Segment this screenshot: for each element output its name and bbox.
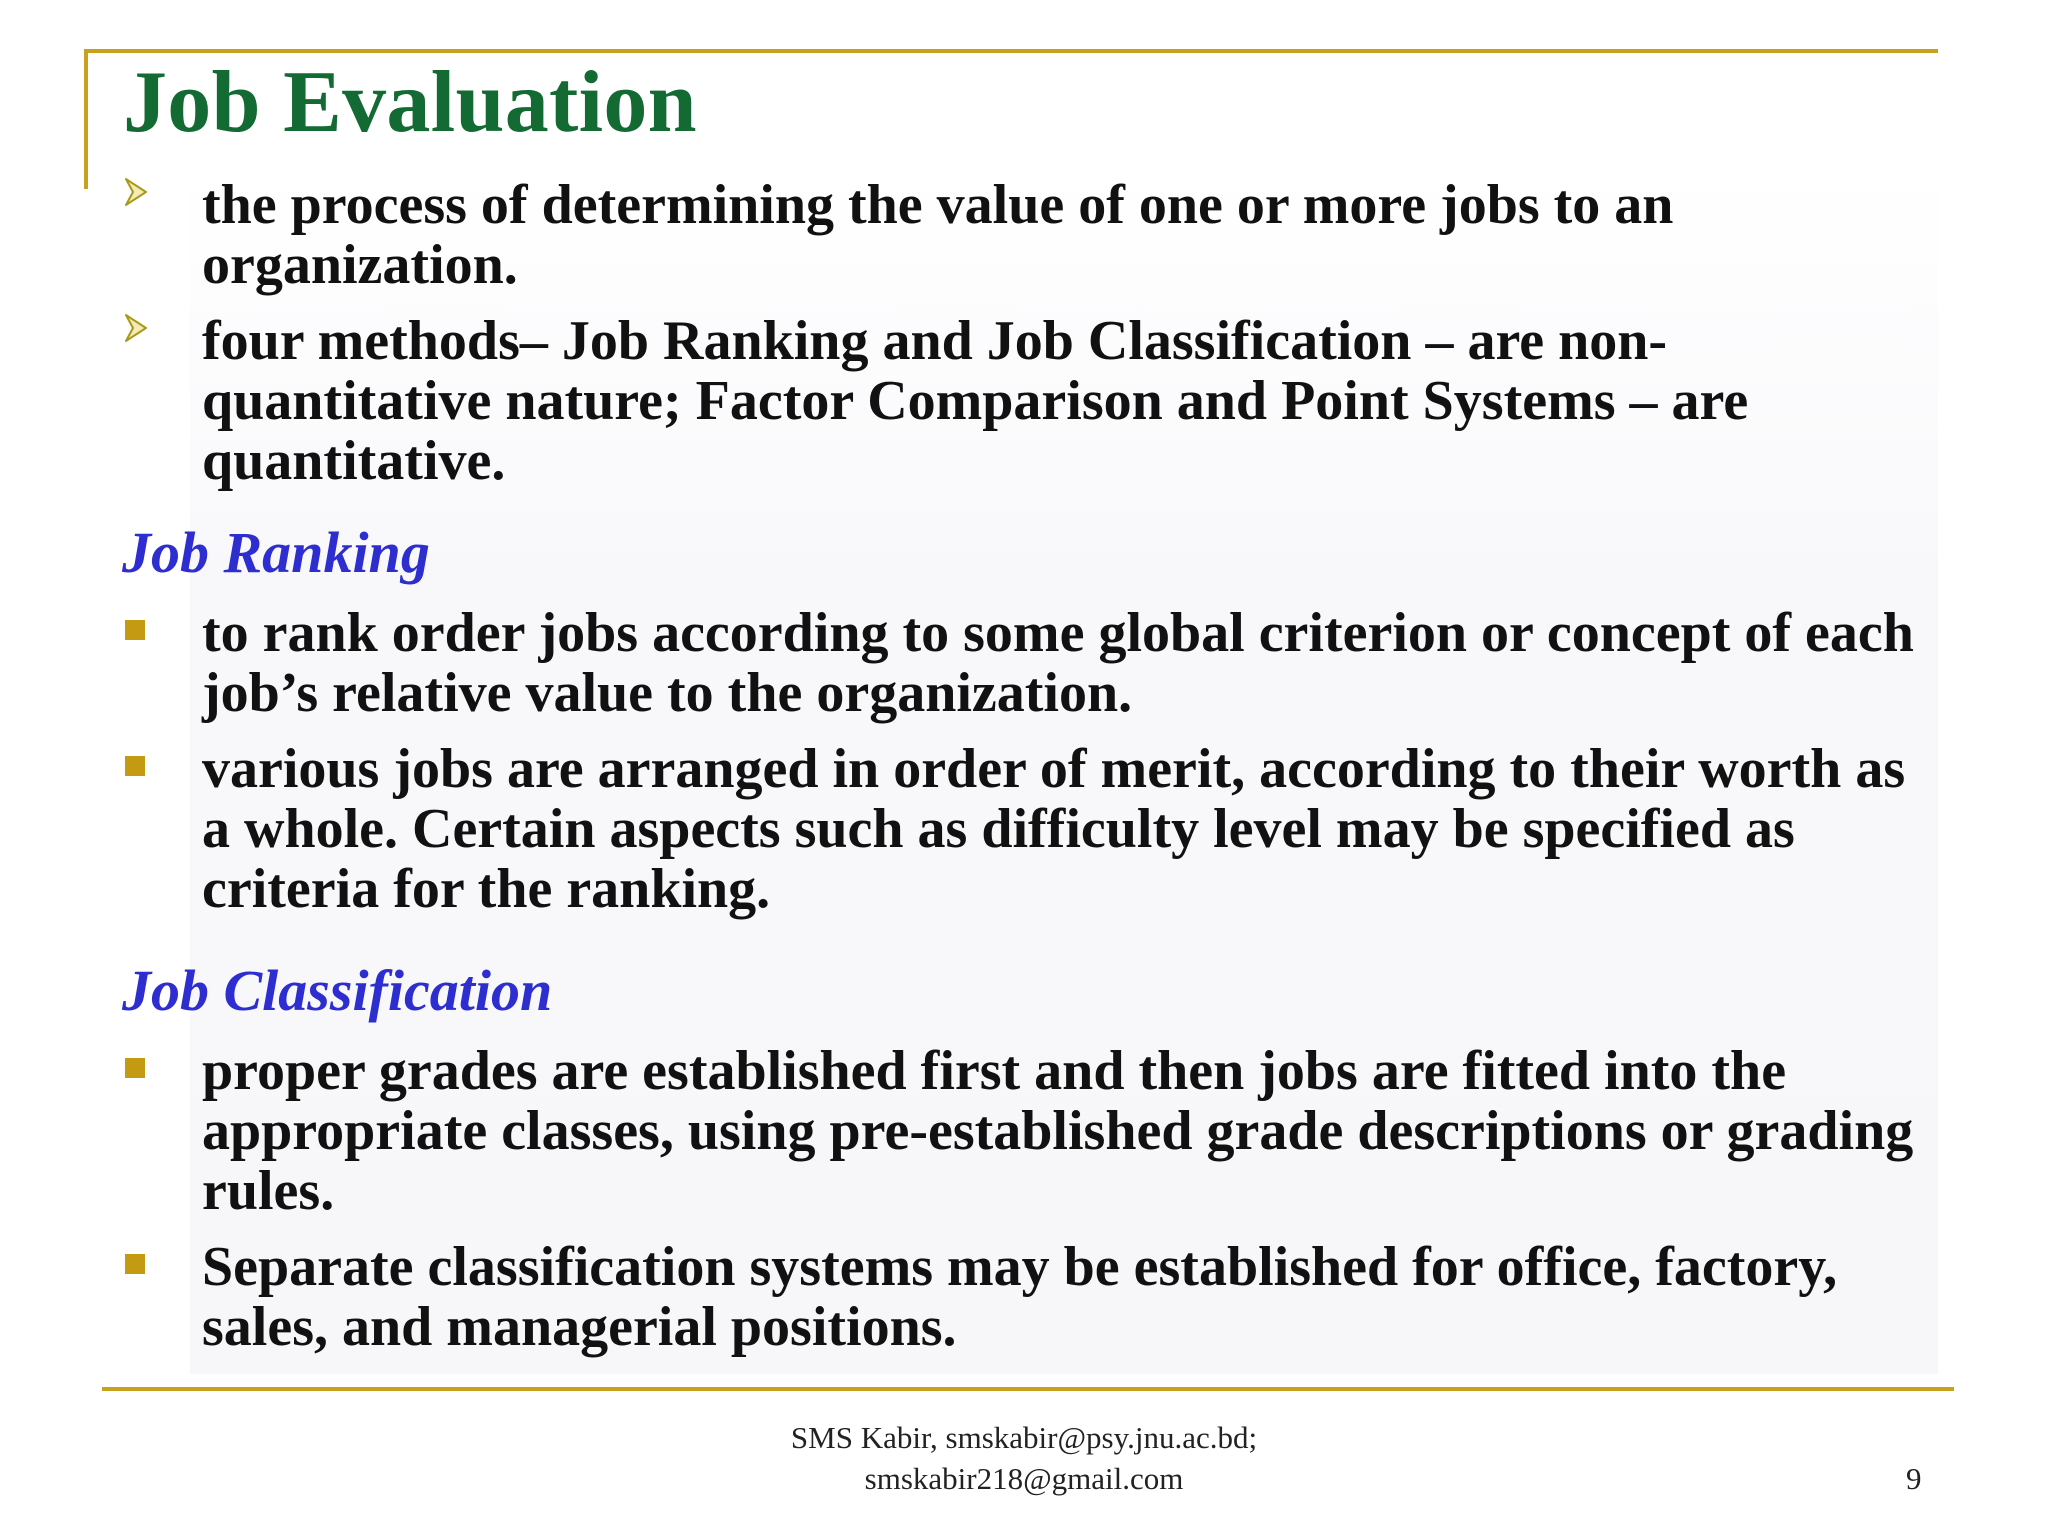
slide-body	[122, 175, 1942, 1357]
section-heading-job-classification: Job Classification	[122, 957, 553, 1023]
intro-item-text: four methods– Job Ranking and Job Classification – are non-quantitative nature; Factor Comparison and Point Systems – are quantitative.	[202, 310, 1749, 492]
job-ranking-item	[122, 739, 1942, 919]
top-border-rule	[84, 49, 1938, 53]
square-bullet-icon	[125, 1058, 145, 1078]
bottom-border-rule	[102, 1387, 1954, 1391]
arrow-bullet-icon	[124, 177, 148, 207]
job-classification-item-text: Separate classification systems may be established for office, factory, sales, and managerial positions.	[202, 1235, 1838, 1358]
job-classification-item	[122, 1237, 1942, 1357]
left-border-rule	[84, 49, 88, 189]
square-bullet-icon	[125, 756, 145, 776]
job-ranking-item-text: to rank order jobs according to some global criterion or concept of each job’s relative value to the organization.	[202, 601, 1914, 724]
job-ranking-item	[122, 603, 1942, 723]
arrow-bullet-icon	[124, 313, 148, 343]
slide-title: Job Evaluation	[123, 54, 697, 151]
job-classification-item-text: proper grades are established first and then jobs are fitted into the appropriate classes, using pre-established grade descriptions or grading rules.	[202, 1039, 1914, 1222]
footer-author	[0, 1417, 2048, 1499]
intro-item-methods	[122, 311, 1942, 491]
footer-line-1: SMS Kabir, smskabir@psy.jnu.ac.bd;	[790, 1420, 1258, 1455]
section-heading-job-ranking: Job Ranking	[122, 520, 430, 585]
intro-item-process	[122, 175, 1942, 295]
square-bullet-icon	[125, 620, 145, 640]
job-classification-item	[122, 1041, 1942, 1221]
page-number: 9	[1906, 1461, 1922, 1496]
square-bullet-icon	[125, 1254, 145, 1274]
intro-item-text: the process of determining the value of one or more jobs to an organization.	[202, 174, 1674, 296]
footer-line-2: smskabir218@gmail.com	[864, 1461, 1184, 1496]
job-ranking-item-text: various jobs are arranged in order of merit, according to their worth as a whole. Certain aspects such as difficulty level may be specified as criteria for the ranking.	[202, 737, 1906, 920]
